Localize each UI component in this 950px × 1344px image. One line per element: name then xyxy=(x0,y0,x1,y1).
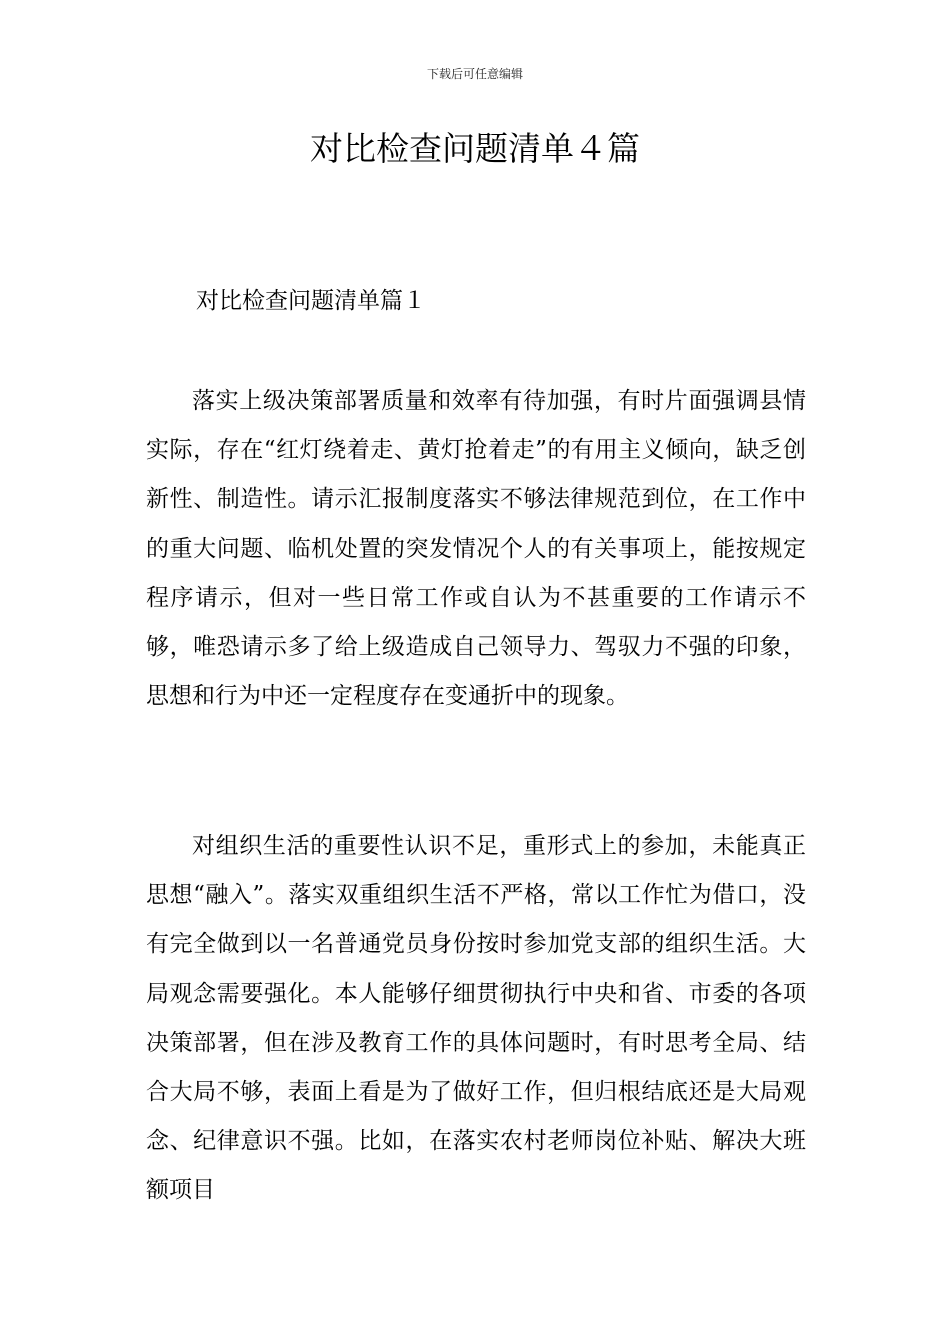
document-title: 对比检查问题清单４篇 xyxy=(310,129,640,168)
body-paragraph-2: 对组织生活的重要性认识不足，重形式上的参加，未能真正思想“融入”。落实双重组织生活不严格，常以工作忙为借口，没有完全做到以一名普通党员身份按时参加党支部的组织生活。大局观念需要强化。本人能够仔细贯彻执行中央和省、市委的各项决策部署，但在涉及教育工作的具体问题时，有时思考全局、结合大局不够，表面上看是为了做好工作，但归根结底还是大局观念、纪律意识不强。比如，在落实农村老师岗位补贴、解决大班额项目 xyxy=(146,833,806,1204)
section-heading: 对比检查问题清单篇１ xyxy=(196,288,426,314)
body-paragraph-1: 落实上级决策部署质量和效率有待加强，有时片面强调县情实际，存在“红灯绕着走、黄灯抢着走”的有用主义倾向，缺乏创新性、制造性。请示汇报制度落实不够法律规范到位，在工作中的重大问题、临机处置的突发情况个人的有关事项上，能按规定程序请示，但对一些日常工作或自认为不甚重要的工作请示不够，唯恐请示多了给上级造成自己领导力、驾驭力不强的印象，思想和行为中还一定程度存在变通折中的现象。 xyxy=(146,388,806,710)
download-note: 下载后可任意编辑 xyxy=(426,67,523,81)
